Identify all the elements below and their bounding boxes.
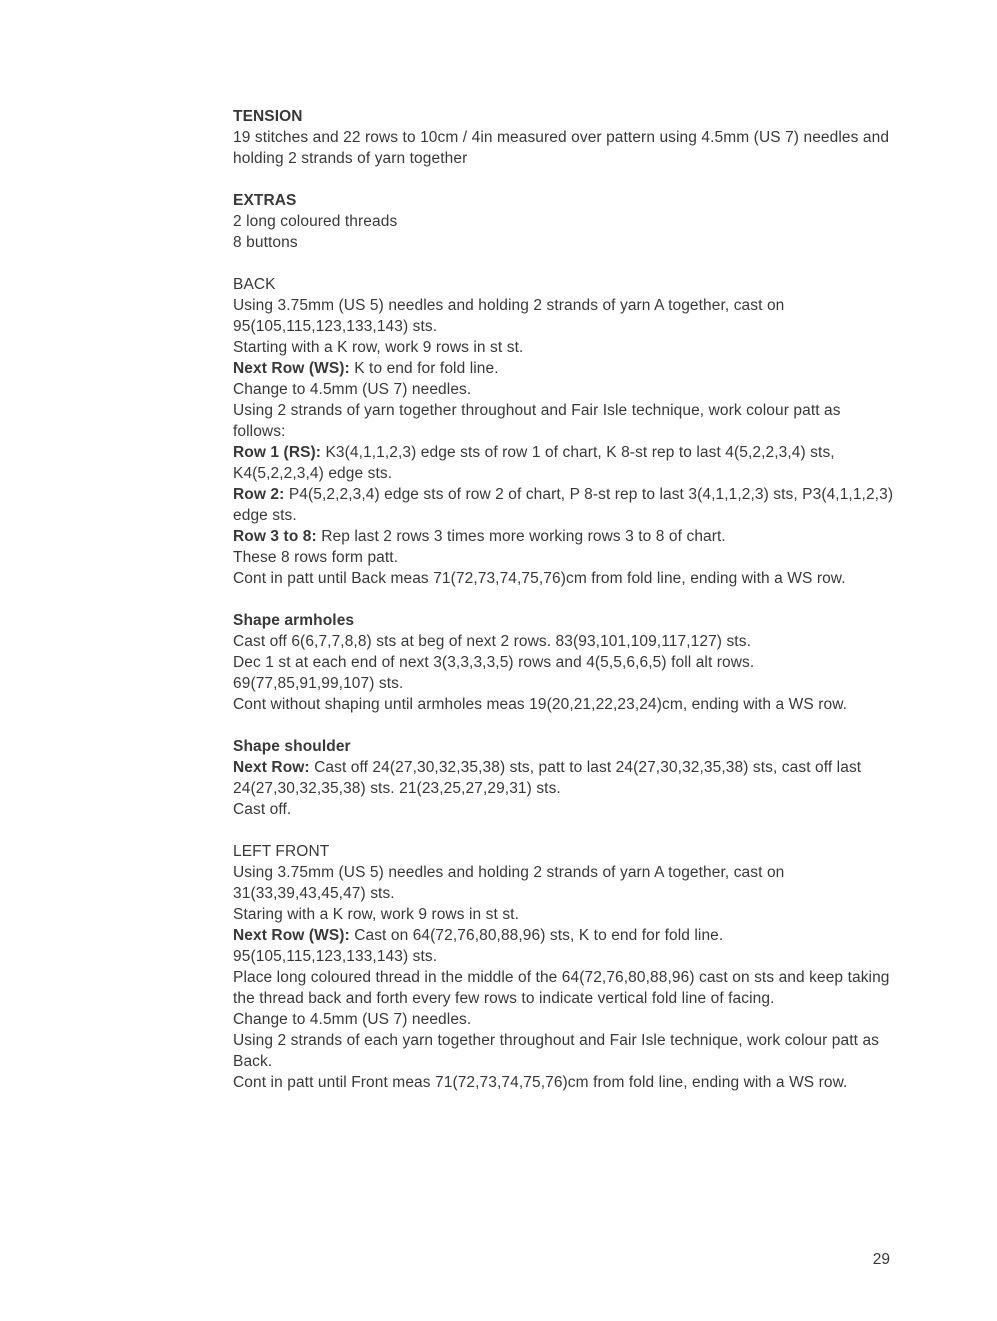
section-heading: LEFT FRONT xyxy=(233,843,330,860)
page-number: 29 xyxy=(872,1251,890,1268)
text-run: 19 stitches and 22 rows to 10cm / 4in measured over pattern using 4.5mm (US 7) needles and holding 2 strands of yarn together xyxy=(233,129,890,167)
text-run: Cont without shaping until armholes meas 19(20,21,22,23,24)cm, ending with a WS row. xyxy=(233,696,848,713)
text-run: Using 3.75mm (US 5) needles and holding 2 strands of yarn A together, cast on 31(33,39,43,45,47) sts. xyxy=(233,864,785,902)
text-run: Cont in patt until Back meas 71(72,73,74,75,76)cm from fold line, ending with a WS row. xyxy=(233,570,846,587)
paragraph xyxy=(233,547,895,568)
text-run: Rep last 2 rows 3 times more working rows 3 to 8 of chart. xyxy=(321,528,726,545)
bold-run: Row 3 to 8: xyxy=(233,528,322,545)
text-run: Dec 1 st at each end of next 3(3,3,3,3,5) rows and 4(5,5,6,6,5) foll alt rows. 69(77,85,91,99,107) sts. xyxy=(233,654,755,692)
section-heading: TENSION xyxy=(233,108,303,125)
text-run: K to end for fold line. xyxy=(354,360,499,377)
section-heading: BACK xyxy=(233,276,276,293)
paragraph xyxy=(233,127,895,169)
paragraph xyxy=(233,379,895,400)
text-run: Using 2 strands of yarn together throughout and Fair Isle technique, work colour patt as follows: xyxy=(233,402,841,440)
text-run: Place long coloured thread in the middle of the 64(72,76,80,88,96) cast on sts and keep taking the thread back and forth every few rows to indicate vertical fold line of facing. xyxy=(233,969,890,1007)
paragraph xyxy=(233,568,895,589)
section xyxy=(233,274,895,589)
paragraph xyxy=(233,1030,895,1072)
paragraph xyxy=(233,358,895,379)
paragraph xyxy=(233,295,895,337)
text-run: 8 buttons xyxy=(233,234,298,251)
paragraph xyxy=(233,862,895,904)
text-run: 2 long coloured threads xyxy=(233,213,398,230)
text-run: Cast on 64(72,76,80,88,96) sts, K to end for fold line. 95(105,115,123,133,143) sts. xyxy=(233,927,724,965)
section xyxy=(233,841,895,1093)
text-run: Cont in patt until Front meas 71(72,73,74,75,76)cm from fold line, ending with a WS row. xyxy=(233,1074,848,1091)
paragraph xyxy=(233,799,895,820)
section xyxy=(233,736,895,820)
text-run: Starting with a K row, work 9 rows in st st. xyxy=(233,339,524,356)
text-run: Cast off. xyxy=(233,801,292,818)
text-run: P4(5,2,2,3,4) edge sts of row 2 of chart, P 8-st rep to last 3(4,1,1,2,3) sts, P3(4,1,1,2,3) edge sts. xyxy=(233,486,894,524)
paragraph xyxy=(233,925,895,967)
paragraph xyxy=(233,904,895,925)
paragraph xyxy=(233,232,895,253)
paragraph xyxy=(233,694,895,715)
bold-run: Row 1 (RS): xyxy=(233,444,326,461)
paragraph xyxy=(233,1072,895,1093)
bold-run: Next Row: xyxy=(233,759,315,776)
section-heading: Shape armholes xyxy=(233,612,355,629)
text-run: Cast off 24(27,30,32,35,38) sts, patt to last 24(27,30,32,35,38) sts, cast off last 24(27,30,32,35,38) sts. 21(23,25,27,29,31) sts. xyxy=(233,759,862,797)
bold-run: Next Row (WS): xyxy=(233,927,355,944)
text-run: Cast off 6(6,7,7,8,8) sts at beg of next 2 rows. 83(93,101,109,117,127) sts. xyxy=(233,633,751,650)
section xyxy=(233,190,895,253)
paragraph xyxy=(233,1009,895,1030)
section-heading: Shape shoulder xyxy=(233,738,351,755)
text-run: Using 3.75mm (US 5) needles and holding 2 strands of yarn A together, cast on 95(105,115,123,133,143) sts. xyxy=(233,297,785,335)
bold-run: Next Row (WS): xyxy=(233,360,355,377)
paragraph xyxy=(233,652,895,694)
text-run: Change to 4.5mm (US 7) needles. xyxy=(233,381,472,398)
paragraph xyxy=(233,484,895,526)
paragraph xyxy=(233,967,895,1009)
paragraph xyxy=(233,631,895,652)
text-run: K3(4,1,1,2,3) edge sts of row 1 of chart, K 8-st rep to last 4(5,2,2,3,4) sts, K4(5,2,2,3,4) edge sts. xyxy=(233,444,835,482)
paragraph xyxy=(233,337,895,358)
text-run: Using 2 strands of each yarn together throughout and Fair Isle technique, work colour patt as Back. xyxy=(233,1032,880,1070)
text-run: Staring with a K row, work 9 rows in st st. xyxy=(233,906,519,923)
section xyxy=(233,610,895,715)
pattern-text-content xyxy=(233,106,895,1114)
section-heading: EXTRAS xyxy=(233,192,297,209)
paragraph xyxy=(233,526,895,547)
section xyxy=(233,106,895,169)
text-run: Change to 4.5mm (US 7) needles. xyxy=(233,1011,472,1028)
paragraph xyxy=(233,211,895,232)
paragraph xyxy=(233,400,895,442)
bold-run: Row 2: xyxy=(233,486,289,503)
paragraph xyxy=(233,757,895,799)
paragraph xyxy=(233,442,895,484)
text-run: These 8 rows form patt. xyxy=(233,549,399,566)
